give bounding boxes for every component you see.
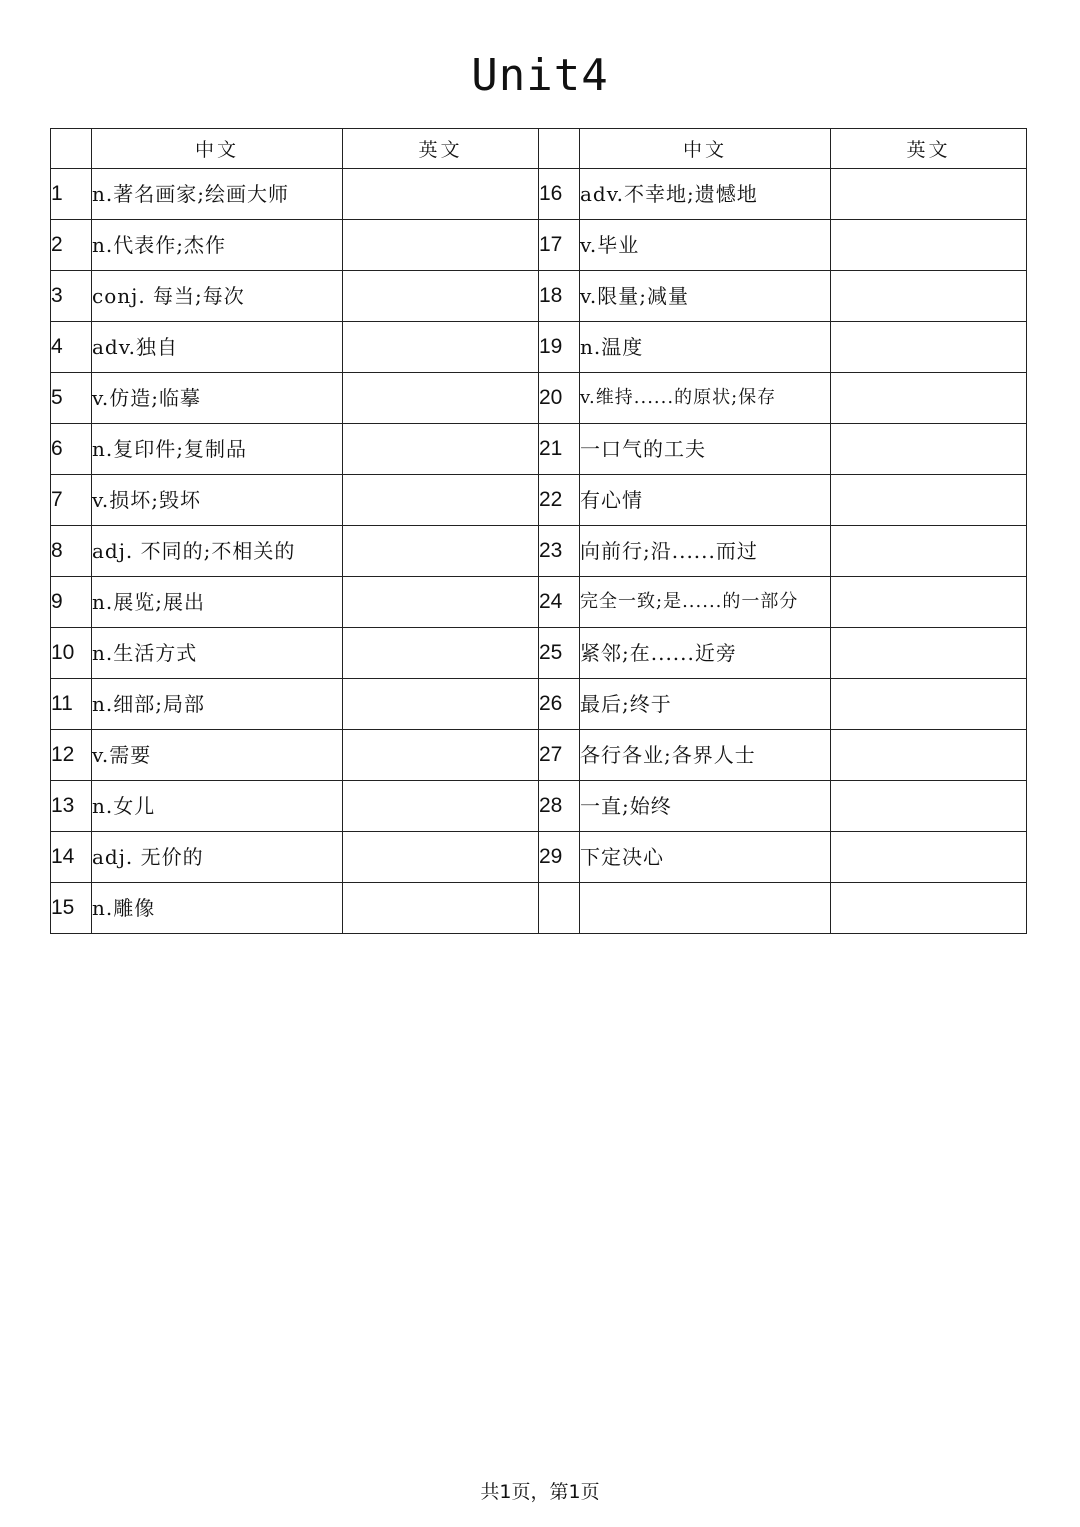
entry-number: 28 (539, 781, 580, 832)
entry-number: 24 (539, 577, 580, 628)
entry-number: 12 (51, 730, 92, 781)
entry-number: 9 (51, 577, 92, 628)
english-answer-blank[interactable] (831, 577, 1027, 628)
entry-number: 14 (51, 832, 92, 883)
chinese-meaning: v.毕业 (580, 220, 831, 271)
entry-number: 22 (539, 475, 580, 526)
entry-number: 17 (539, 220, 580, 271)
header-english: 英文 (831, 129, 1027, 169)
english-answer-blank[interactable] (343, 169, 539, 220)
entry-number: 3 (51, 271, 92, 322)
table-row (51, 322, 1027, 373)
table-row (51, 373, 1027, 424)
english-answer-blank[interactable] (831, 781, 1027, 832)
chinese-meaning: adv.独自 (92, 322, 343, 373)
chinese-meaning: 一口气的工夫 (580, 424, 831, 475)
chinese-meaning (580, 883, 831, 934)
english-answer-blank[interactable] (343, 526, 539, 577)
english-answer-blank[interactable] (831, 883, 1027, 934)
table-row (51, 577, 1027, 628)
table-row (51, 526, 1027, 577)
chinese-meaning: n.代表作;杰作 (92, 220, 343, 271)
header-chinese: 中文 (92, 129, 343, 169)
vocabulary-table (50, 128, 1027, 934)
entry-number: 10 (51, 628, 92, 679)
entry-number: 23 (539, 526, 580, 577)
table-row (51, 730, 1027, 781)
chinese-meaning: n.生活方式 (92, 628, 343, 679)
english-answer-blank[interactable] (831, 373, 1027, 424)
english-answer-blank[interactable] (343, 424, 539, 475)
chinese-meaning: 完全一致;是......的一部分 (580, 577, 831, 628)
entry-number: 5 (51, 373, 92, 424)
entry-number: 4 (51, 322, 92, 373)
table-row (51, 679, 1027, 730)
table-row (51, 271, 1027, 322)
chinese-meaning: 各行各业;各界人士 (580, 730, 831, 781)
chinese-meaning: conj. 每当;每次 (92, 271, 343, 322)
english-answer-blank[interactable] (831, 220, 1027, 271)
page-footer: 共1页，第1页 (480, 1481, 600, 1503)
chinese-meaning: n.温度 (580, 322, 831, 373)
english-answer-blank[interactable] (831, 832, 1027, 883)
english-answer-blank[interactable] (831, 475, 1027, 526)
entry-number: 1 (51, 169, 92, 220)
english-answer-blank[interactable] (343, 220, 539, 271)
chinese-meaning: n.细部;局部 (92, 679, 343, 730)
english-answer-blank[interactable] (343, 628, 539, 679)
chinese-meaning: v.仿造;临摹 (92, 373, 343, 424)
entry-number: 20 (539, 373, 580, 424)
english-answer-blank[interactable] (831, 322, 1027, 373)
entry-number: 29 (539, 832, 580, 883)
table-row (51, 781, 1027, 832)
english-answer-blank[interactable] (831, 679, 1027, 730)
chinese-meaning: 一直;始终 (580, 781, 831, 832)
chinese-meaning: 下定决心 (580, 832, 831, 883)
entry-number: 21 (539, 424, 580, 475)
english-answer-blank[interactable] (831, 424, 1027, 475)
table-row (51, 424, 1027, 475)
chinese-meaning: 紧邻;在......近旁 (580, 628, 831, 679)
header-num-cell (539, 129, 580, 169)
english-answer-blank[interactable] (343, 832, 539, 883)
chinese-meaning: adj. 不同的;不相关的 (92, 526, 343, 577)
english-answer-blank[interactable] (831, 628, 1027, 679)
chinese-meaning: 最后;终于 (580, 679, 831, 730)
english-answer-blank[interactable] (343, 883, 539, 934)
chinese-meaning: v.损坏;毁坏 (92, 475, 343, 526)
entry-number: 7 (51, 475, 92, 526)
entry-number: 26 (539, 679, 580, 730)
entry-number: 25 (539, 628, 580, 679)
english-answer-blank[interactable] (343, 577, 539, 628)
english-answer-blank[interactable] (343, 679, 539, 730)
chinese-meaning: n.复印件;复制品 (92, 424, 343, 475)
entry-number (539, 883, 580, 934)
chinese-meaning: v.需要 (92, 730, 343, 781)
entry-number: 16 (539, 169, 580, 220)
chinese-meaning: n.著名画家;绘画大师 (92, 169, 343, 220)
chinese-meaning: v.维持......的原状;保存 (580, 373, 831, 424)
chinese-meaning: n.展览;展出 (92, 577, 343, 628)
chinese-meaning: n.女儿 (92, 781, 343, 832)
english-answer-blank[interactable] (343, 475, 539, 526)
entry-number: 13 (51, 781, 92, 832)
header-english: 英文 (343, 129, 539, 169)
english-answer-blank[interactable] (831, 271, 1027, 322)
page-title: Unit4 (471, 50, 609, 101)
chinese-meaning: adj. 无价的 (92, 832, 343, 883)
header-chinese: 中文 (580, 129, 831, 169)
table-row (51, 832, 1027, 883)
table-row (51, 628, 1027, 679)
entry-number: 8 (51, 526, 92, 577)
english-answer-blank[interactable] (343, 730, 539, 781)
english-answer-blank[interactable] (343, 271, 539, 322)
header-num-cell (51, 129, 92, 169)
english-answer-blank[interactable] (343, 373, 539, 424)
entry-number: 6 (51, 424, 92, 475)
table-row (51, 475, 1027, 526)
entry-number: 18 (539, 271, 580, 322)
table-row (51, 883, 1027, 934)
entry-number: 19 (539, 322, 580, 373)
entry-number: 2 (51, 220, 92, 271)
english-answer-blank[interactable] (831, 526, 1027, 577)
english-answer-blank[interactable] (343, 322, 539, 373)
english-answer-blank[interactable] (831, 169, 1027, 220)
table-row (51, 220, 1027, 271)
chinese-meaning: v.限量;减量 (580, 271, 831, 322)
entry-number: 15 (51, 883, 92, 934)
entry-number: 11 (51, 679, 92, 730)
english-answer-blank[interactable] (831, 730, 1027, 781)
table-header-row (51, 129, 1027, 169)
english-answer-blank[interactable] (343, 781, 539, 832)
table-row (51, 169, 1027, 220)
chinese-meaning: 有心情 (580, 475, 831, 526)
entry-number: 27 (539, 730, 580, 781)
chinese-meaning: 向前行;沿......而过 (580, 526, 831, 577)
chinese-meaning: n.雕像 (92, 883, 343, 934)
chinese-meaning: adv.不幸地;遗憾地 (580, 169, 831, 220)
